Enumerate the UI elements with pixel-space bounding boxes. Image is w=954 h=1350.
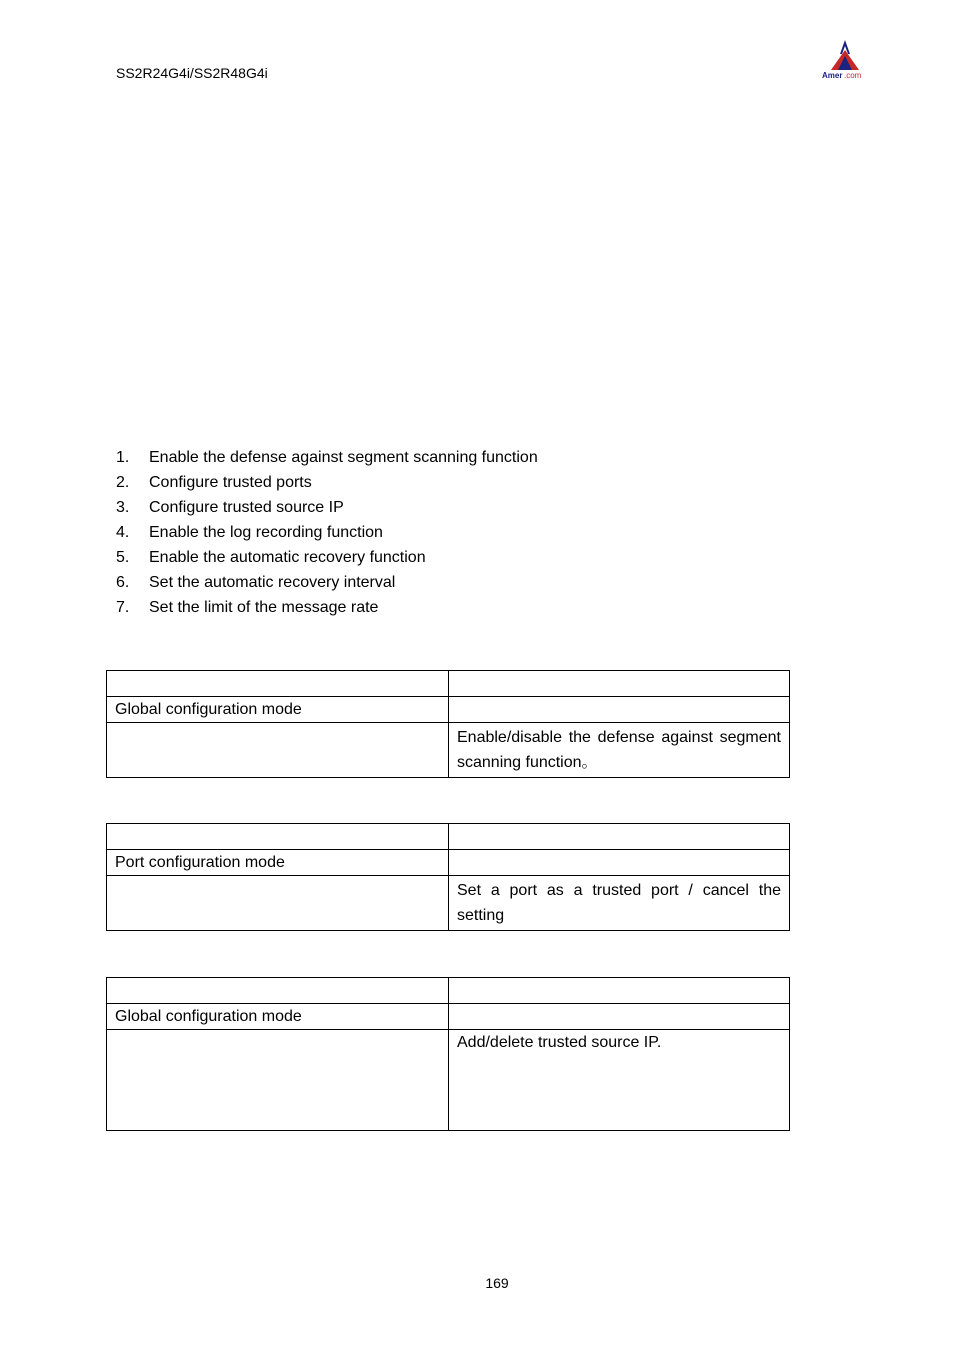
- table-row: [107, 978, 790, 1004]
- table-row: [107, 723, 790, 778]
- table-row: [107, 697, 790, 723]
- list-item: 4. Enable the log recording function: [116, 524, 383, 541]
- command-table-1: [106, 670, 790, 778]
- command-table-3: [106, 977, 790, 1131]
- svg-text:.com: .com: [844, 71, 862, 80]
- mode-cell: Port configuration mode: [107, 850, 449, 876]
- description-cell: Set a port as a trusted port / cancel the setting: [449, 876, 790, 931]
- table-row: [107, 824, 790, 850]
- list-item: 6. Set the automatic recovery interval: [116, 574, 396, 591]
- list-item: 7. Set the limit of the message rate: [116, 599, 379, 616]
- table-row: [107, 1030, 790, 1131]
- mode-cell: Global configuration mode: [107, 697, 449, 723]
- table-row: [107, 671, 790, 697]
- table-row: [107, 876, 790, 931]
- description-cell: Add/delete trusted source IP.: [449, 1030, 790, 1131]
- mode-cell: Global configuration mode: [107, 1004, 449, 1030]
- configuration-steps-list: [116, 448, 538, 623]
- document-model-header: SS2R24G4i/SS2R48G4i: [116, 65, 268, 81]
- table-row: [107, 850, 790, 876]
- table-row: [107, 1004, 790, 1030]
- list-item: 2. Configure trusted ports: [116, 474, 312, 491]
- list-item: 3. Configure trusted source IP: [116, 499, 344, 516]
- command-table-2: [106, 823, 790, 931]
- amer-logo: [818, 36, 878, 82]
- list-item: 5. Enable the automatic recovery function: [116, 549, 426, 566]
- description-cell: Enable/disable the defense against segment scanning function。: [449, 723, 790, 778]
- svg-text:Amer: Amer: [822, 71, 843, 80]
- list-item: 1. Enable the defense against segment scanning function: [116, 449, 538, 466]
- page-number: 169: [485, 1275, 509, 1291]
